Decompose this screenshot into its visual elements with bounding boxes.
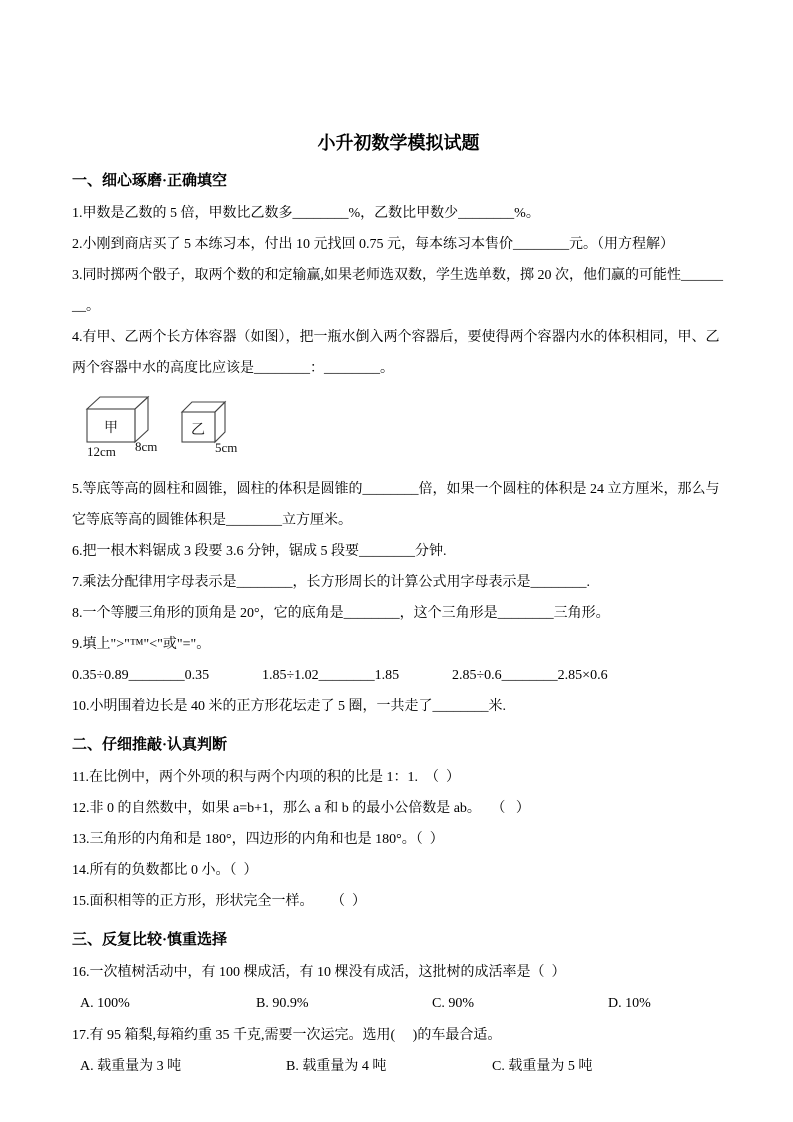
page-title: 小升初数学模拟试题 (317, 133, 480, 153)
question-4: 4.有甲、乙两个长方体容器（如图），把一瓶水倒入两个容器后，要使得两个容器内水的体积相同，甲、乙两个容器中水的高度比应该是________：________。 (72, 330, 720, 376)
option-16-d: D. 10% (608, 996, 651, 1011)
option-17-a: A. 载重量为 3 吨 (80, 1059, 182, 1074)
question-11: 11.在比例中，两个外项的积与两个内项的积的比是 1：1. （ ） (72, 770, 460, 785)
section-heading-true-false: 二、仔细推敲·认真判断 (72, 737, 228, 753)
question-1: 1.甲数是乙数的 5 倍，甲数比乙数多________%，乙数比甲数少________%。 (72, 206, 540, 221)
option-16-b: B. 90.9% (256, 996, 309, 1011)
cuboid-containers-figure (84, 392, 294, 462)
question-9-comparisons (72, 660, 725, 691)
question-16-options (72, 988, 725, 1020)
box-a-bottom-dimension: 12cm (87, 444, 116, 459)
question-9: 9.填上">"™"<"或"="。 (72, 637, 211, 652)
option-17-b: B. 载重量为 4 吨 (286, 1059, 387, 1074)
question-6: 6.把一根木料锯成 3 段要 3.6 分钟，锯成 5 段要________分钟. (72, 544, 447, 559)
option-17-c: C. 载重量为 5 吨 (492, 1059, 593, 1074)
section-heading-fill-blanks: 一、细心琢磨·正确填空 (72, 173, 228, 189)
question-13: 13.三角形的内角和是 180°，四边形的内角和也是 180°。（ ） (72, 832, 444, 847)
box-b-side-face (215, 402, 225, 442)
question-17-options (72, 1051, 725, 1083)
option-16-c: C. 90% (432, 996, 474, 1011)
box-a-top-face (87, 397, 148, 409)
box-b-top-face (182, 402, 225, 412)
question-7: 7.乘法分配律用字母表示是________，长方形周长的计算公式用字母表示是________. (72, 575, 590, 590)
question-10: 10.小明围着边长是 40 米的正方形花坛走了 5 圈，一共走了________米. (72, 699, 506, 714)
question-12: 12.非 0 的自然数中，如果 a=b+1，那么 a 和 b 的最小公倍数是 ab。 （ ） (72, 801, 530, 816)
box-a-label: 甲 (104, 421, 118, 436)
box-b-side-dimension: 5cm (215, 440, 238, 455)
question-8: 8.一个等腰三角形的顶角是 20°，它的底角是________，这个三角形是________三角形。 (72, 606, 610, 621)
question-14: 14.所有的负数都比 0 小。（ ） (72, 863, 258, 878)
box-a-side-dimension: 8cm (135, 439, 158, 454)
question-15: 15.面积相等的正方形，形状完全一样。 （ ） (72, 894, 366, 909)
box-b-label: 乙 (191, 423, 205, 438)
question-17: 17.有 95 箱梨,每箱约重 35 千克,需要一次运完。选用( )的车最合适。 (72, 1028, 502, 1043)
comparison-item-2: 1.85÷1.02________1.85 (262, 668, 400, 683)
comparison-item-1: 0.35÷0.89________0.35 (72, 668, 210, 683)
question-2: 2.小刚到商店买了 5 本练习本，付出 10 元找回 0.75 元，每本练习本售价________元。（用方程解） (72, 237, 674, 252)
option-16-a: A. 100% (80, 996, 130, 1011)
box-a-side-face (135, 397, 148, 442)
comparison-item-3: 2.85÷0.6________2.85×0.6 (452, 668, 608, 683)
section-heading-multiple-choice: 三、反复比较·慎重选择 (72, 932, 228, 948)
question-3: 3.同时掷两个骰子，取两个数的和定输赢,如果老师选双数，学生选单数，掷 20 次，他们赢的可能性________。 (72, 268, 723, 314)
question-4-figure (84, 392, 725, 464)
question-16: 16.一次植树活动中，有 100 棵成活，有 10 棵没有成活，这批树的成活率是（ ） (72, 965, 566, 980)
question-5: 5.等底等高的圆柱和圆锥，圆柱的体积是圆锥的________倍，如果一个圆柱的体积是 24 立方厘米，那么与它等底等高的圆锥体积是________立方厘米。 (72, 482, 720, 528)
